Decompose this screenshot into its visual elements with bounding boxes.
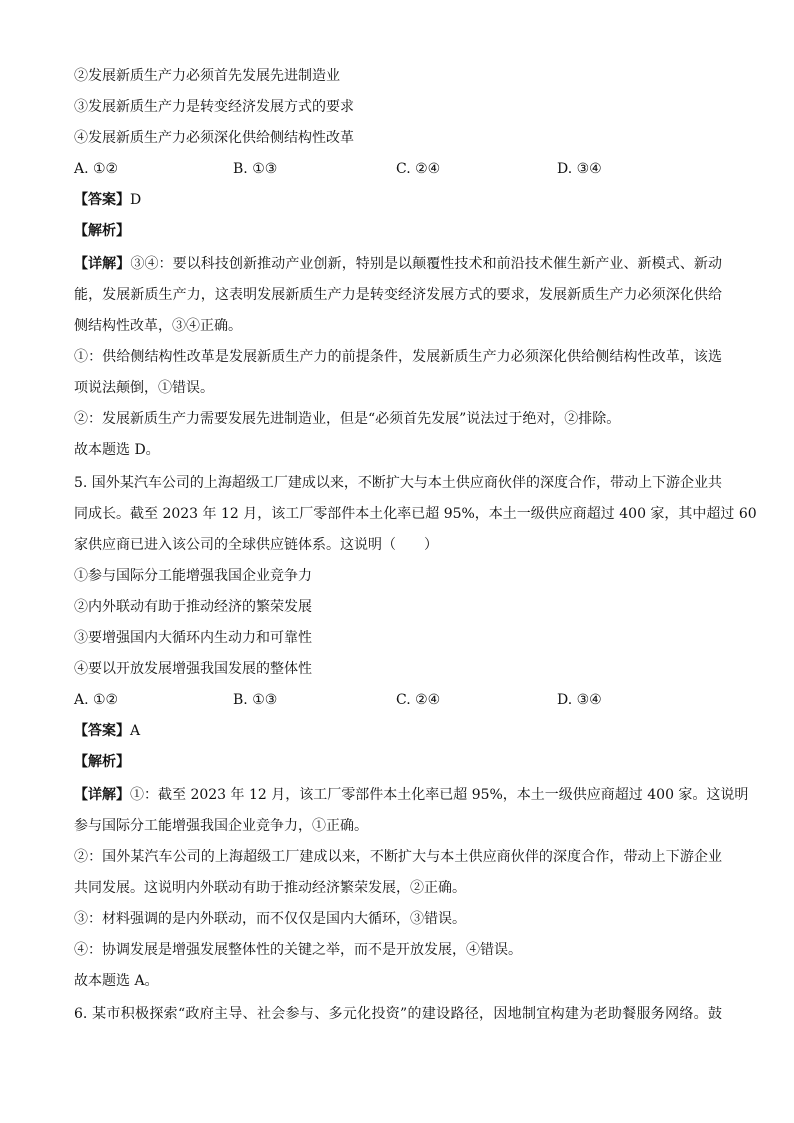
q4-answer	[74, 191, 722, 209]
q4-detail-line-2: 能，发展新质生产力，这表明发展新质生产力是转变经济发展方式的要求，发展新质生产力必须深化供给	[74, 287, 722, 303]
q4-option-b: B. ①③	[233, 161, 278, 177]
q5-statement-4: ④要以开放发展增强我国发展的整体性	[74, 661, 312, 677]
q6-stem-line-1: 6. 某市积极探索“政府主导、社会参与、多元化投资”的建设路径，因地制宜构建为老助餐服务网络。鼓	[74, 1006, 722, 1022]
q5-stem-line-1: 5. 国外某汽车公司的上海超级工厂建成以来，不断扩大与本土供应商伙伴的深度合作，带动上下游企业共	[74, 475, 722, 491]
q4-option-c: C. ②④	[396, 161, 441, 177]
q4-conclusion: 故本题选 D。	[74, 442, 160, 458]
q4-detail-line-1	[74, 255, 722, 273]
q5-detail-line-1	[74, 786, 749, 804]
q4-detail-line-3: 侧结构性改革，③④正确。	[74, 318, 242, 334]
answer-value: A	[130, 723, 141, 739]
q4-detail-line-5: 项说法颠倒，①错误。	[74, 380, 214, 396]
q5-option-b: B. ①③	[233, 692, 278, 708]
q5-option-c: C. ②④	[396, 692, 441, 708]
q5-conclusion: 故本题选 A。	[74, 973, 159, 989]
detail-label: 【详解】	[74, 256, 131, 272]
q4-detail-line-6: ②：发展新质生产力需要发展先进制造业，但是“必须首先发展”说法过于绝对，②排除。	[74, 411, 621, 427]
q5-statement-1: ①参与国际分工能增强我国企业竞争力	[74, 568, 312, 584]
q5-statement-2: ②内外联动有助于推动经济的繁荣发展	[74, 599, 312, 615]
q5-detail-line-6: ④：协调发展是增强发展整体性的关键之举，而不是开放发展，④错误。	[74, 942, 522, 958]
q4-option-a: A. ①②	[74, 161, 119, 177]
q4-statement-3: ③发展新质生产力是转变经济发展方式的要求	[74, 99, 354, 115]
detail-text: ③④：要以科技创新推动产业创新，特别是以颠覆性技术和前沿技术催生新产业、新模式、新动	[130, 256, 723, 272]
q4-option-d: D. ③④	[557, 161, 602, 177]
answer-label: 【答案】	[74, 192, 130, 208]
q5-option-d: D. ③④	[557, 692, 602, 708]
detail-label: 【详解】	[74, 787, 130, 803]
q5-stem-line-3: 家供应商已进入该公司的全球供应链体系。这说明（ ）	[74, 537, 438, 553]
q5-option-a: A. ①②	[74, 692, 119, 708]
q5-detail-line-2: 参与国际分工能增强我国企业竞争力，①正确。	[74, 818, 368, 834]
q5-detail-line-5: ③：材料强调的是内外联动，而不仅仅是国内大循环，③错误。	[74, 911, 466, 927]
answer-value: D	[130, 192, 142, 208]
q4-analysis-heading: 【解析】	[74, 223, 130, 239]
q5-detail-line-4: 共同发展。这说明内外联动有助于推动经济繁荣发展，②正确。	[74, 880, 466, 896]
answer-label: 【答案】	[74, 723, 130, 739]
q5-analysis-heading: 【解析】	[74, 754, 130, 770]
detail-text: ①：截至 2023 年 12 月，该工厂零部件本土化率已超 95%，本土一级供应商超过 400 家。这说明	[130, 787, 749, 803]
q5-stem-line-2: 同成长。截至 2023 年 12 月，该工厂零部件本土化率已超 95%，本土一级供应商超过 400 家，其中超过 60	[74, 506, 757, 522]
q5-statement-3: ③要增强国内大循环内生动力和可靠性	[74, 630, 312, 646]
q4-statement-4: ④发展新质生产力必须深化供给侧结构性改革	[74, 130, 354, 146]
q5-answer	[74, 722, 722, 740]
q4-detail-line-4: ①：供给侧结构性改革是发展新质生产力的前提条件，发展新质生产力必须深化供给侧结构性改革，该选	[74, 349, 722, 365]
q4-statement-2: ②发展新质生产力必须首先发展先进制造业	[74, 68, 340, 84]
q5-detail-line-3: ②：国外某汽车公司的上海超级工厂建成以来，不断扩大与本土供应商伙伴的深度合作，带动上下游企业	[74, 849, 722, 865]
